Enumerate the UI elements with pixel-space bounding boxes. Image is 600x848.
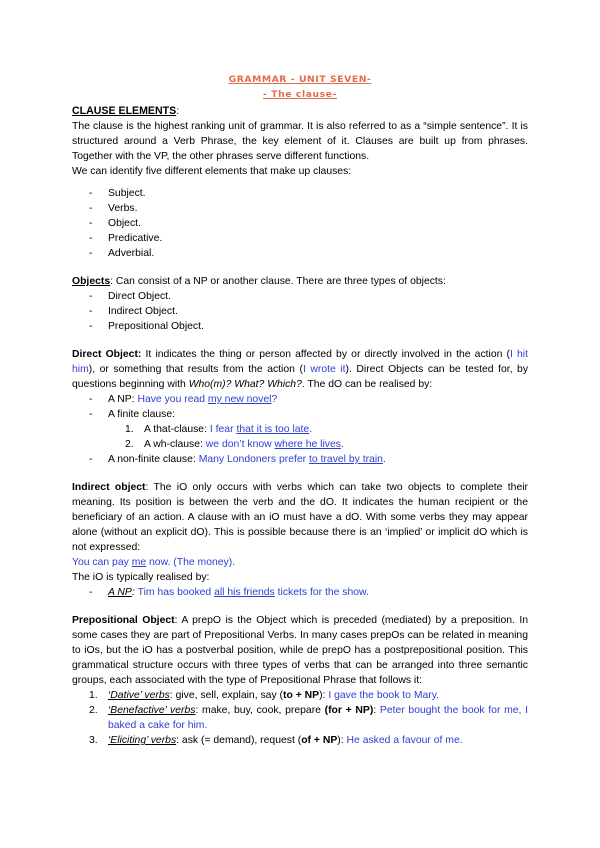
- objects-list: [72, 289, 528, 334]
- prepositional-object-paragraph: Prepositional Object: A prepO is the Object which is preceded (mediated) by a preposition. In some cases they are part of Prepositional Verbs. In many cases prepOs can be related in meaning to iOs, but the iO has a postverbal position, while de prepO has a postprepositional position. This grammatical structure occurs with three types of verbs that can be arranged into three semantic groups, each associated with the type of Prepositional Phrase that follows it:: [72, 615, 528, 686]
- finite-clause-list: [72, 422, 528, 452]
- list-item: 1. A that-clause: I fear that it is too late.: [125, 424, 313, 435]
- clause-elements-paragraph: The clause is the highest ranking unit of grammar. It is also referred to as a “simple sentence”. It is structured around a Verb Phrase, the key element of it. Clauses are built up from phrases. Together with the VP, the other phrases serve different functions.: [72, 121, 528, 162]
- clause-elements-list: [72, 186, 528, 261]
- list-item: - A NP: Have you read my new novel?: [72, 392, 528, 407]
- indirect-object-example: You can pay me now. (The money).: [72, 557, 236, 568]
- list-item: - Direct Object.: [72, 289, 528, 304]
- prepositional-object-heading: Prepositional Object: [72, 615, 175, 626]
- list-item: - Predicative.: [72, 231, 528, 246]
- list-item: - A NP: Tim has booked all his friends tickets for the show.: [72, 585, 528, 600]
- list-item: - Object.: [72, 216, 528, 231]
- indirect-object-heading: Indirect object: [72, 482, 146, 493]
- objects-paragraph: Objects: Can consist of a NP or another clause. There are three types of objects:: [72, 276, 446, 287]
- list-item: 2. ‘Benefactive’ verbs: make, buy, cook, prepare (for + NP): Peter bought the book for me, I baked a cake for him.: [89, 705, 529, 731]
- list-item: - Prepositional Object.: [72, 319, 528, 334]
- list-item: 2. A wh-clause: we don’t know where he lives.: [125, 439, 344, 450]
- indirect-object-paragraph: Indirect object: The iO only occurs with verbs which can take two objects to complete their meaning. Its position is between the verb and the dO. It indicates the human recipient or the beneficiary of an action. A clause with an iO must have a dO. With some verbs they may appear alone (without an explicit dO). This is possible because there is an ‘implied’ or implicit dO which is not expressed:: [72, 482, 528, 553]
- direct-object-paragraph: Direct Object: It indicates the thing or person affected by or directly involved in the action (I hit him), or something that results from the action (I wrote it). Direct Objects can be tested for, by questions beginning with Who(m)? What? Which?. The dO can be realised by:: [72, 349, 529, 390]
- objects-heading: Objects: [72, 276, 111, 287]
- clause-elements-heading-line: CLAUSE ELEMENTS:: [72, 105, 180, 117]
- clause-elements-intro: We can identify five different elements that make up clauses:: [72, 166, 352, 177]
- direct-object-list-2: [72, 452, 528, 467]
- prepositional-verbs-list: [72, 688, 528, 748]
- list-item: - Indirect Object.: [72, 304, 528, 319]
- document-title: GRAMMAR - UNIT SEVEN-: [228, 74, 372, 85]
- list-item: - Subject.: [72, 186, 528, 201]
- list-item: 3. ‘Eliciting’ verbs: ask (= demand), request (of + NP): He asked a favour of me.: [89, 735, 463, 746]
- list-item: - Verbs.: [72, 201, 528, 216]
- clause-elements-heading: CLAUSE ELEMENTS: [72, 105, 177, 117]
- list-item: - A non-finite clause: Many Londoners prefer to travel by train.: [72, 452, 528, 467]
- direct-object-heading: Direct Object:: [72, 349, 142, 360]
- document-subtitle: - The clause-: [263, 89, 337, 100]
- list-item: - A finite clause:: [72, 407, 528, 422]
- indirect-object-realised: The iO is typically realised by:: [72, 572, 210, 583]
- list-item: 1. ‘Dative’ verbs: give, sell, explain, say (to + NP): I gave the book to Mary.: [89, 690, 440, 701]
- direct-object-list: [72, 392, 528, 422]
- indirect-object-list: [72, 585, 528, 600]
- list-item: - Adverbial.: [72, 246, 528, 261]
